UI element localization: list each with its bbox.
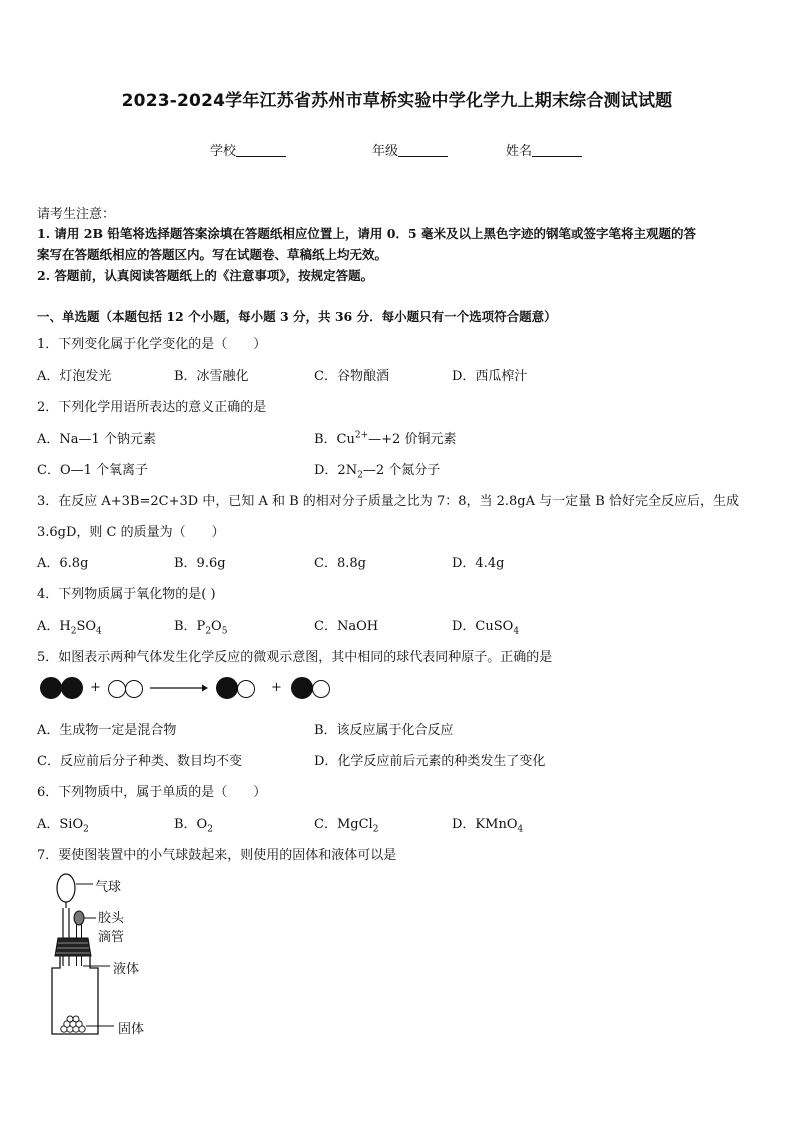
black-atom-icon — [40, 677, 62, 699]
question-5-stem: 5．如图表示两种气体发生化学反应的微观示意图，其中相同的球代表同种原子。正确的是 — [37, 650, 553, 665]
q6-option-d: D．KMnO$_4$ — [452, 817, 524, 835]
name-field: 姓名 — [506, 140, 582, 159]
plus-sign: + — [271, 680, 282, 695]
q4-option-a: A．$H_2SO_4$ — [37, 619, 102, 637]
stopper-icon — [55, 938, 91, 956]
question-7-stem: 7．要使图装置中的小气球鼓起来，则使用的固体和液体可以是 — [37, 848, 397, 863]
glass-tube-icon — [63, 908, 69, 966]
white-atom-icon — [237, 680, 255, 698]
q2-option-c: C．O—1 个氧离子 — [37, 463, 149, 478]
plus-sign: + — [90, 680, 101, 695]
white-atom-icon — [125, 680, 143, 698]
section-heading: 一、单选题（本题包括 12 个小题，每小题 3 分，共 36 分．每小题只有一个选项符合题意） — [37, 309, 557, 324]
white-atom-icon — [312, 680, 330, 698]
question-4-stem: 4．下列物质属于氧化物的是( ) — [37, 587, 216, 602]
q2-option-b: B．$Cu^{2+}—+2$ 价铜元素 — [314, 430, 457, 447]
question-3-line-2: 3.6gD，则 C 的质量为（ ） — [37, 525, 225, 540]
name-blank — [532, 144, 582, 157]
solid-particles-icon — [61, 1016, 85, 1032]
q4-option-c: C．NaOH — [314, 619, 379, 634]
black-atom-icon — [61, 677, 83, 699]
grade-blank — [398, 144, 448, 157]
q6-option-a: A．SiO$_2$ — [37, 817, 89, 835]
black-atom-icon — [291, 677, 313, 699]
liquid-label: 液体 — [113, 962, 140, 977]
q5-option-c: C．反应前后分子种类、数目均不变 — [37, 754, 242, 769]
q1-option-a: A．灯泡发光 — [37, 369, 112, 384]
question-6-stem: 6．下列物质中，属于单质的是（ ） — [37, 785, 267, 800]
q1-option-b: B．冰雪融化 — [174, 369, 249, 384]
q5-option-a: A．生成物一定是混合物 — [37, 723, 177, 738]
page-title: 2023-2024学年江苏省苏州市草桥实验中学化学九上期末综合测试试题 — [121, 91, 673, 111]
solid-label: 固体 — [118, 1022, 145, 1037]
notice-item-1-line-1: 1. 请用 2B 铅笔将选择题答案涂填在答题纸相应位置上，请用 0．5 毫米及以上黑色字迹的钢笔或签字笔将主观题的答 — [37, 226, 696, 241]
q5-option-b: B．该反应属于化合反应 — [314, 723, 454, 738]
q3-option-b: B．9.6g — [174, 556, 226, 571]
black-atom-icon — [216, 677, 238, 699]
school-field: 学校 — [210, 140, 286, 159]
notice-item-2: 2. 答题前，认真阅读答题纸上的《注意事项》，按规定答题。 — [37, 268, 374, 283]
school-blank — [236, 144, 286, 157]
q2-option-d: D．$2N_2—2$ 个氮分子 — [314, 463, 441, 481]
q2-option-a: A．Na—1 个钠元素 — [37, 432, 156, 447]
q1-option-c: C．谷物酿酒 — [314, 369, 389, 384]
balloon-icon — [57, 874, 75, 908]
q1-option-d: D．西瓜榨汁 — [452, 369, 528, 384]
q3-option-d: D．4.4g — [452, 556, 505, 571]
dropper-label-2: 滴管 — [98, 930, 125, 945]
white-atom-icon — [108, 680, 126, 698]
question-3-line-1: 3．在反应 A+3B=2C+3D 中，已知 A 和 B 的相对分子质量之比为 7：8，当 2.8gA 与一定量 B 恰好完全反应后，生成 — [37, 494, 739, 509]
notice-heading: 请考生注意： — [37, 207, 116, 222]
balloon-label: 气球 — [95, 880, 122, 895]
q3-option-a: A．6.8g — [37, 556, 89, 571]
dropper-label-1: 胶头 — [98, 911, 125, 926]
q4-option-b: B．$P_2O_5$ — [174, 619, 228, 637]
question-2-stem: 2．下列化学用语所表达的意义正确的是 — [37, 400, 267, 415]
q6-option-b: B．$O_2$ — [174, 817, 213, 835]
question-1-stem: 1．下列变化属于化学变化的是（ ） — [37, 337, 267, 352]
q3-option-c: C．8.8g — [314, 556, 366, 571]
q4-option-d: D．CuSO$_4$ — [452, 619, 520, 637]
reaction-arrow-icon — [150, 683, 208, 693]
q6-option-c: C．MgCl$_2$ — [314, 817, 379, 835]
grade-field: 年级 — [372, 140, 448, 159]
q5-option-d: D．化学反应前后元素的种类发生了变化 — [314, 754, 546, 769]
notice-item-1-line-2: 案写在答题纸相应的答题区内。写在试题卷、草稿纸上均无效。 — [37, 247, 388, 262]
